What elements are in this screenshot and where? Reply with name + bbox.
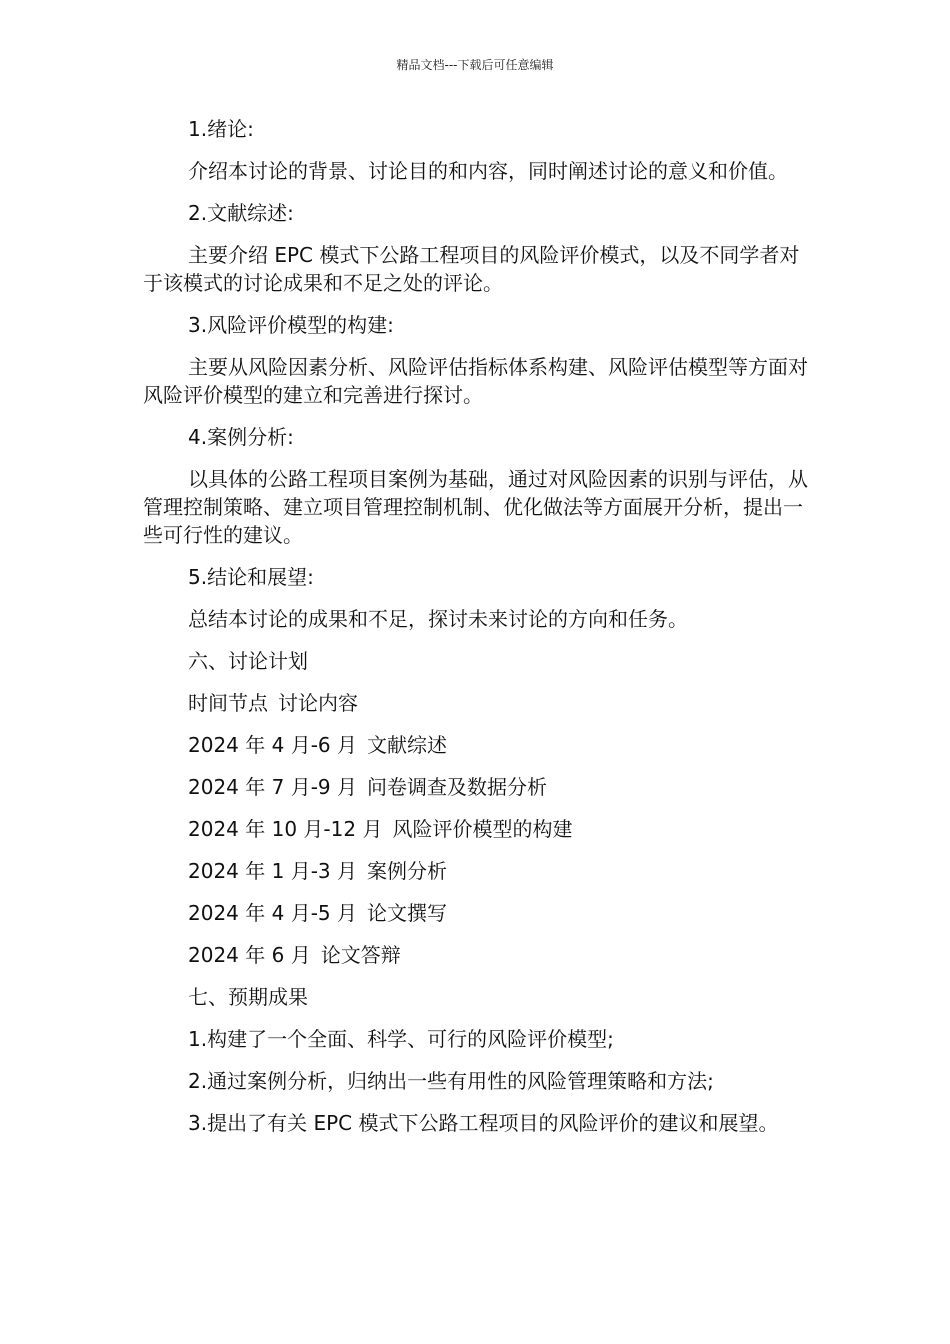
plan-title: 六、讨论计划 [188,649,308,673]
plan-row-time: 2024 年 7 月-9 月 [188,775,357,799]
plan-row [143,731,813,759]
section-heading: 2.文献综述: [188,201,294,225]
plan-row [143,773,813,801]
document-body [143,115,813,1151]
plan-row-content: 问卷调查及数据分析 [367,775,547,799]
plan-row-time: 2024 年 6 月 [188,943,311,967]
plan-row [143,941,813,969]
section-heading: 3.风险评价模型的构建: [188,313,394,337]
section-body: 总结本讨论的成果和不足，探讨未来讨论的方向和任务。 [188,607,688,631]
plan-row [143,815,813,843]
section-body: 主要从风险因素分析、风险评估指标体系构建、风险评估模型等方面对风险评价模型的建立和完善进行探讨。 [143,355,808,407]
plan-row-content: 风险评价模型的构建 [392,817,573,841]
results-title: 七、预期成果 [188,985,308,1009]
plan-header-content: 讨论内容 [278,691,358,715]
results-item: 1.构建了一个全面、科学、可行的风险评价模型; [188,1027,614,1051]
section-body: 主要介绍 EPC 模式下公路工程项目的风险评价模式，以及不同学者对于该模式的讨论成果和不足之处的评论。 [143,243,800,295]
section-body: 介绍本讨论的背景、讨论目的和内容，同时阐述讨论的意义和价值。 [188,159,788,183]
section-heading: 5.结论和展望: [188,565,314,589]
results-item: 3.提出了有关 EPC 模式下公路工程项目的风险评价的建议和展望。 [188,1111,779,1135]
results-item: 2.通过案例分析，归纳出一些有用性的风险管理策略和方法; [188,1069,714,1093]
plan-row-time: 2024 年 1 月-3 月 [188,859,357,883]
plan-row-time: 2024 年 10 月-12 月 [188,817,383,841]
plan-row-content: 文献综述 [367,733,447,757]
plan-row-time: 2024 年 4 月-6 月 [188,733,357,757]
plan-header-row [143,689,813,717]
plan-row [143,899,813,927]
section-body: 以具体的公路工程项目案例为基础，通过对风险因素的识别与评估，从管理控制策略、建立项目管理控制机制、优化做法等方面展开分析，提出一些可行性的建议。 [143,467,808,547]
plan-row-content: 案例分析 [367,859,447,883]
section-heading: 1.绪论: [188,117,254,141]
plan-row-content: 论文答辩 [320,943,401,967]
plan-row-content: 论文撰写 [367,901,447,925]
page-header: 精品文档---下载后可任意编辑 [396,58,554,72]
section-heading: 4.案例分析: [188,425,294,449]
plan-row-time: 2024 年 4 月-5 月 [188,901,357,925]
plan-row [143,857,813,885]
plan-header-time: 时间节点 [188,691,268,715]
